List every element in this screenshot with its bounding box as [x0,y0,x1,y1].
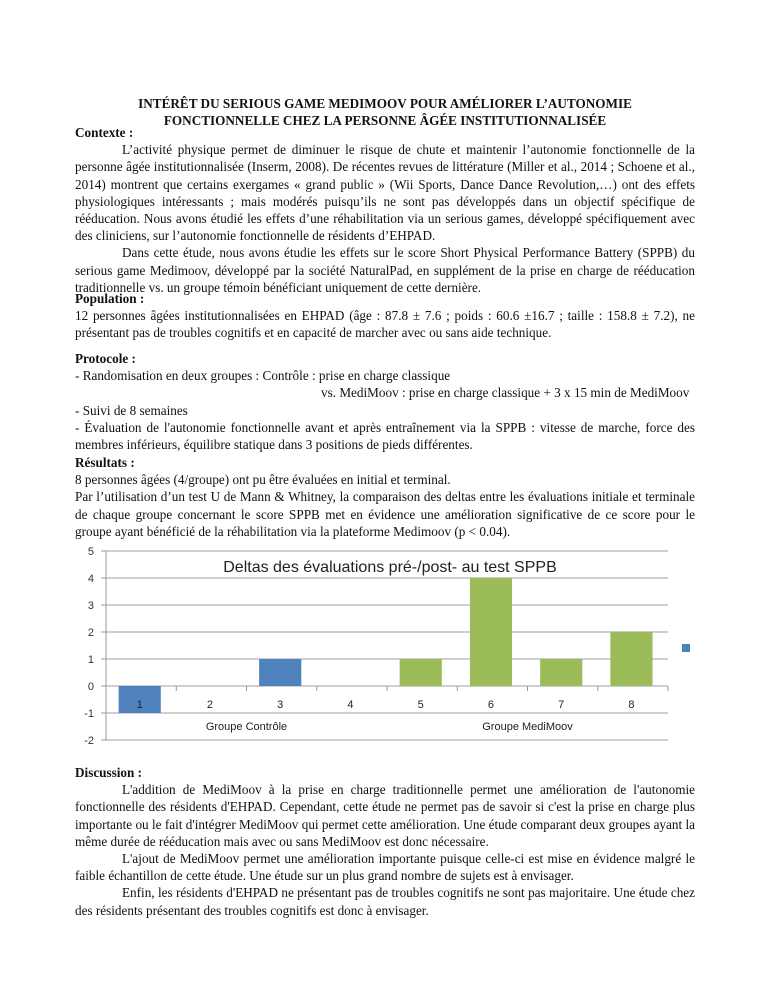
x-tick-label: 3 [277,699,284,711]
y-tick-label: 3 [87,600,94,612]
protocole-line-2: vs. MediMoov : prise en charge classique + 3 x 15 min de MediMoov [321,385,690,401]
y-tick-label: -1 [84,708,94,720]
protocole-heading: Protocole : [75,351,136,366]
y-tick-label: 5 [87,546,94,558]
protocole-line-4: - Évaluation de l'autonomie fonctionnelle avant et après entraînement via la SPPB : vitesse de marche, force des membres inférieurs, équilibre statique dans 3 positions de pieds différentes. [75,419,695,453]
contexte-paragraph-1: L’activité physique permet de diminuer le risque de chute et maintenir l’autonomie fonctionnelle de la personne âgée institutionnalisée (Inserm, 2008). De récentes revues de littérature (Miller et al., 2014 ; Schoene et al., 2014) montrent que certains exergames « grand public » (Wii Sports, Dance Dance Revolution,…) ont des effets physiologiques intéressants ; mais modérés puisqu’ils ne sont pas développés dans un objectif spécifique de rééducation. Nous avons étudié les effets d’une réhabilitation via un serious games, développé spécifiquement avec des cliniciens, sur l’autonomie fonctionnelle de résidents d’EHPAD. [75,142,695,244]
discussion-paragraph-1: L'addition de MediMoov à la prise en charge traditionnelle permet une amélioration de l'autonomie fonctionnelle des résidents d'EHPAD. Cependant, cette étude ne permet pas de savoir si c'est la prise en charge plus importante ou le fait d'intégrer MediMoov qui permet cette amélioration. Une étude comparant deux groupes ayant la même durée de rééducation mais avec ou sans MediMoov est donc nécessaire. [75,782,695,849]
y-tick-label: -2 [84,735,94,747]
x-tick-label: 7 [558,699,565,711]
x-tick-label: 5 [417,699,424,711]
protocole-line-3: - Suivi de 8 semaines [75,402,188,418]
y-tick-label: 2 [87,627,94,639]
bar-3 [259,659,301,686]
x-tick-label: 1 [136,699,143,711]
chart-gridlines [106,551,668,740]
contexte-paragraph-2: Dans cette étude, nous avons étudie les effets sur le score Short Physical Performance Battery (SPPB) du serious game Medimoov, développé par la société NaturalPad, en supplément de la prise en charge de rééducation traditionnelle vs. un groupe témoin bénéficiant uniquement de cette dernière. [75,245,695,295]
legend-swatch [682,644,690,652]
protocole-line-1: - Randomisation en deux groupes : Contrôle : prise en charge classique [75,368,451,384]
bar-8 [610,632,652,686]
x-tick-label: 4 [347,699,354,711]
x-tick-label: 6 [487,699,495,711]
bar-7 [540,659,582,686]
group-label: Groupe MediMoov [482,721,573,733]
title-line-1: INTÉRÊT DU SERIOUS GAME MEDIMOOV POUR AMÉLIORER L’AUTONOMIE [138,96,632,111]
resultats-paragraph: Par l’utilisation d’un test U de Mann & Whitney, la comparaison des deltas entre les évaluations initiale et terminale de chaque groupe concernant le score SPPB met en évidence une amélioration significative de ce score pour le groupe ayant bénéficié de la réhabilitation via la plateforme Medimoov (p < 0.04). [75,489,695,539]
y-tick-label: 1 [87,654,94,666]
bar-6 [470,578,512,686]
y-tick-label: 0 [87,681,94,693]
resultats-line-1: 8 personnes âgées (4/groupe) ont pu être évaluées en initial et terminal. [75,472,451,488]
resultats-heading: Résultats : [75,455,135,470]
population-heading: Population : [75,291,145,306]
chart-axes [84,546,668,747]
x-tick-label: 2 [206,699,214,711]
chart-bars [119,578,653,713]
bar-5 [400,659,442,686]
title-line-2: FONCTIONNELLE CHEZ LA PERSONNE ÂGÉE INSTITUTIONNALISÉE [163,113,607,128]
discussion-heading: Discussion : [75,765,143,780]
y-tick-label: 4 [87,573,94,585]
discussion-paragraph-2: L'ajout de MediMoov permet une amélioration importante puisque celle-ci est mise en évidence malgré le faible échantillon de cette étude. Une étude sur un plus grand nombre de sujets est à envisager. [75,851,695,884]
population-paragraph: 12 personnes âgées institutionnalisées en EHPAD (âge : 87.8 ± 7.6 ; poids : 60.6 ±16.7 ; taille : 158.8 ± 7.2), ne présentant pas de troubles cognitifs et en capacité de marcher avec ou sans aide technique. [75,308,695,341]
x-tick-label: 8 [628,699,635,711]
contexte-heading: Contexte : [75,125,134,140]
discussion-paragraph-3: Enfin, les résidents d'EHPAD ne présentant pas de troubles cognitifs ne sont pas majoritaire. Une étude chez des résidents présentant des troubles cognitifs est donc à envisager. [75,885,695,918]
chart-title: Deltas des évaluations pré-/post- au test SPPB [223,559,557,576]
group-label: Groupe Contrôle [205,721,288,733]
